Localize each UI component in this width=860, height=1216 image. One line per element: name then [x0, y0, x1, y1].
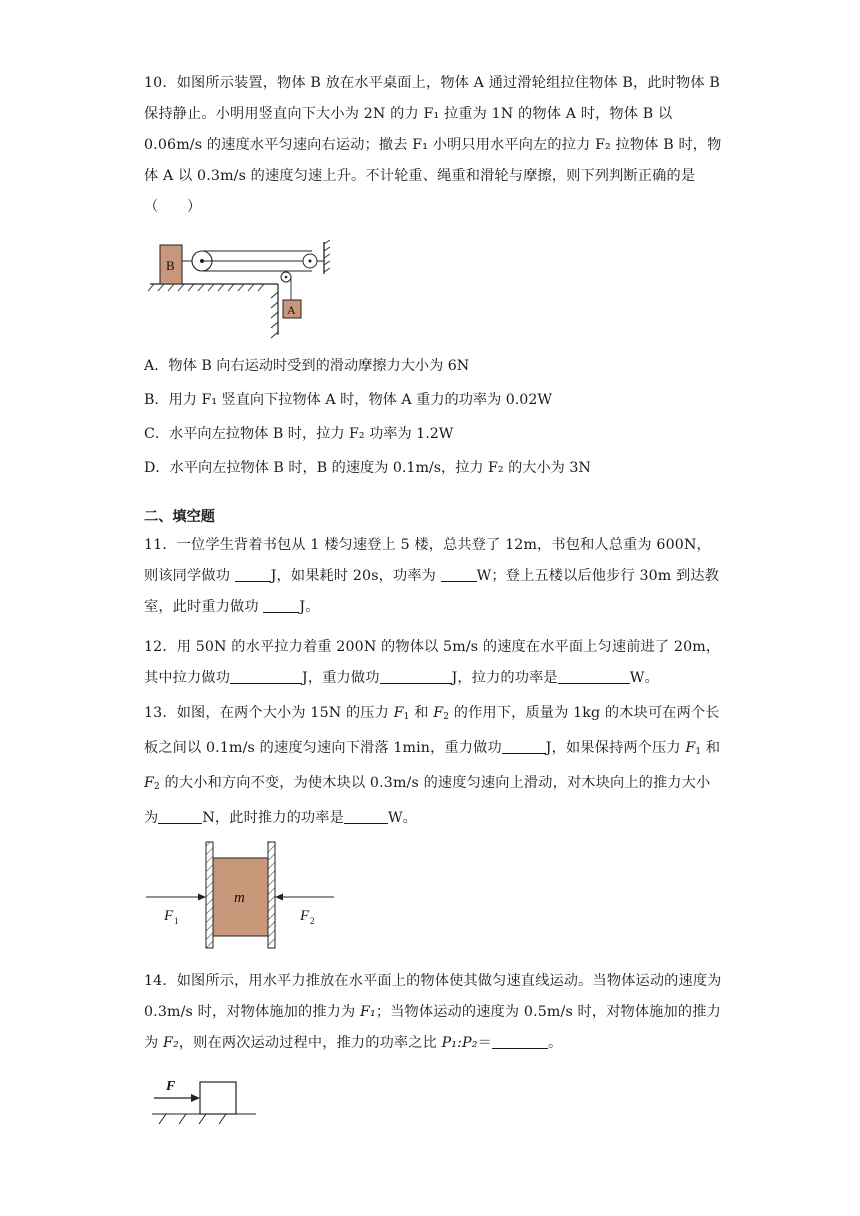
q13-text-1: 13．如图，在两个大小为 15N 的压力	[144, 705, 394, 721]
q14-text-2: ；当物体运动的速度为 0.5m/s 时，对物体施加的推力为	[144, 1004, 721, 1051]
q13-f2-sub-2: 2	[154, 782, 160, 792]
question-10-option-c: C．水平向左拉物体 B 时，拉力 F₂ 功率为 1.2W	[144, 426, 454, 442]
q12-text-4: W。	[629, 670, 659, 686]
q14-f2-symbol: F₂	[163, 1035, 179, 1051]
q12-text-2: J，重力做功	[302, 670, 380, 686]
q11-text-3: W；登上五楼以后他步行 30m 到达教室，此时重力做功	[144, 568, 720, 615]
q14-ratio: P₁:P₂	[441, 1035, 478, 1051]
question-14-figure	[144, 1072, 264, 1128]
q14-text-5: 。	[547, 1035, 563, 1051]
q14-text-1: 14．如图所示，用水平力推放在水平面上的物体使其做匀速直线运动。当物体运动的速度为 0.3m/s 时，对物体施加的推力为	[144, 973, 722, 1020]
q14-text-3: ，则在两次运动过程中，推力的功率之比	[178, 1035, 442, 1051]
q14-blank-1[interactable]	[492, 1034, 548, 1049]
section-title-fill-in: 二、填空题	[144, 509, 215, 525]
f1-label-sub: 1	[174, 916, 179, 926]
q13-blank-2[interactable]	[158, 809, 202, 824]
q14-f1-symbol: F₁	[360, 1004, 376, 1020]
q13-text-2: 和	[409, 705, 434, 721]
q13-f2-symbol: F	[433, 705, 444, 721]
question-10-text: 10．如图所示装置，物体 B 放在水平桌面上，物体 A 通过滑轮组拉住物体 B，此时物体 B 保持静止。小明用竖直向下大小为 2N 的力 F₁ 拉重为 1N 的物体 A 时，物体 B 以 0.06m/s 的速度水平匀速向右运动；撤去 F₁ 小明只用水平向左的拉力 F₂ 拉物体 B 时，物体 A 以 0.3m/s 的速度匀速上升。不计轮重、绳重和滑轮与摩擦，则下列判断正确的是（ ）	[144, 75, 722, 215]
pushed-box	[200, 1082, 236, 1114]
block-a-label: A	[287, 303, 296, 317]
q13-blank-3[interactable]	[344, 809, 388, 824]
block-b-label: B	[166, 258, 175, 273]
wood-block-label: m	[234, 890, 245, 906]
q11-blank-2[interactable]	[441, 567, 477, 582]
q13-f2-sub: 2	[443, 712, 450, 722]
f1-label: F	[164, 908, 174, 924]
q13-f1-sub: 1	[403, 712, 410, 722]
q12-blank-3[interactable]	[558, 669, 630, 684]
q13-text-6: 的大小和方向不变，为使木块以 0.3m/s 的速度匀速向上滑动，对木块向上的推力大小为	[144, 775, 711, 826]
q13-f1-symbol-2: F	[685, 740, 696, 756]
question-10-figure	[144, 240, 344, 340]
q13-f1-sub-2: 1	[695, 747, 702, 757]
question-12	[144, 632, 724, 694]
q11-blank-1[interactable]	[235, 567, 271, 582]
q13-text-3: 的作用下，质量为 1kg 的木块可在两个长板之间以 0.1m/s 的速度匀速向下滑落 1min，重力做功	[144, 705, 720, 756]
q13-f2-symbol-2: F	[144, 775, 154, 791]
q13-f1-symbol: F	[393, 705, 404, 721]
q11-text-4: J。	[299, 599, 320, 615]
q13-text-7: N，此时推力的功率是	[202, 810, 344, 826]
f2-label: F	[300, 908, 310, 924]
question-10-option-d: D．水平向左拉物体 B 时，B 的速度为 0.1m/s，拉力 F₂ 的大小为 3N	[144, 460, 591, 476]
question-10-option-a: A．物体 B 向右运动时受到的滑动摩擦力大小为 6N	[144, 358, 470, 374]
force-f-label: F	[166, 1079, 176, 1094]
q12-blank-2[interactable]	[380, 669, 452, 684]
question-13	[144, 698, 724, 834]
q11-text-1: 11．一位学生背着书包从 1 楼匀速登上 5 楼，总共登了 12m，书包和人总重为 600N，则该同学做功	[144, 537, 711, 584]
q13-text-5: 和	[701, 740, 721, 756]
q12-blank-1[interactable]	[230, 669, 302, 684]
q12-text-3: J，拉力的功率是	[451, 670, 558, 686]
question-14	[144, 966, 724, 1059]
q11-blank-3[interactable]	[263, 598, 299, 613]
question-13-figure	[144, 840, 344, 950]
q14-text-4: ＝	[477, 1035, 492, 1051]
question-10-stem	[144, 68, 724, 223]
q13-text-4: J，如果保持两个压力	[545, 740, 686, 756]
q13-blank-1[interactable]	[502, 739, 546, 754]
question-11	[144, 530, 724, 623]
f2-label-sub: 2	[310, 916, 315, 926]
q12-text-1: 12．用 50N 的水平拉力着重 200N 的物体以 5m/s 的速度在水平面上匀速前进了 20m，其中拉力做功	[144, 639, 721, 686]
question-10-option-b: B．用力 F₁ 竖直向下拉物体 A 时，物体 A 重力的功率为 0.02W	[144, 392, 552, 408]
q11-text-2: J，如果耗时 20s，功率为	[270, 568, 441, 584]
q13-text-8: W。	[387, 810, 418, 826]
